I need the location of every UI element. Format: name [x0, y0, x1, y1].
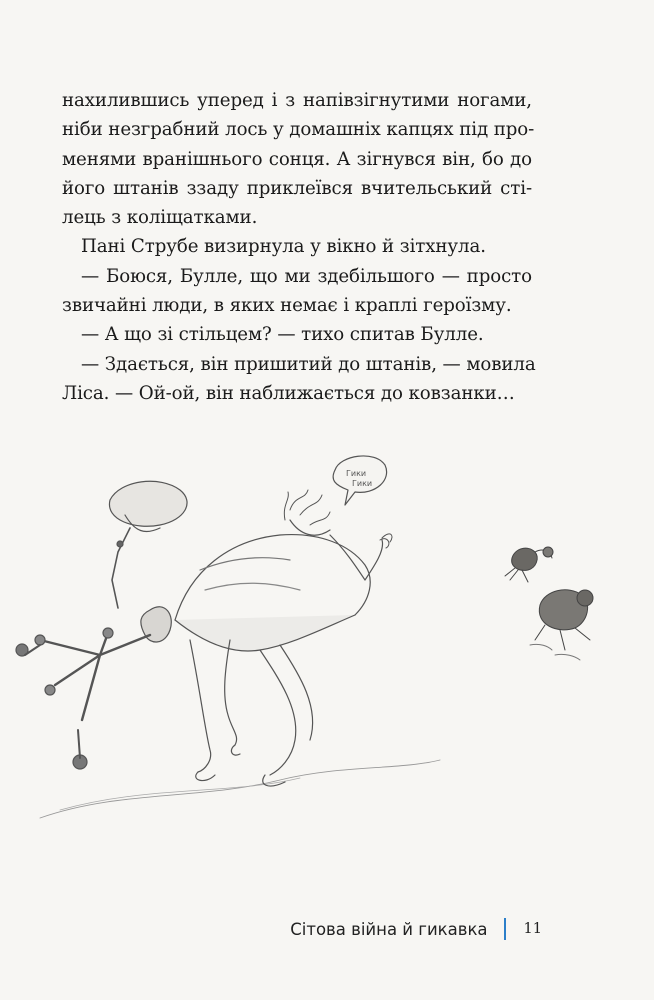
text-line-2: ніби незграбний лось у домашніх капцях під про-: [62, 119, 535, 141]
text-line-6: Пані Струбе визирнула у вікно й зітхнула.: [81, 236, 486, 258]
footer-divider: [504, 918, 506, 940]
text-line-8: звичайні люди, в яких немає і краплі героїзму.: [62, 295, 512, 317]
page-footer: [290, 918, 542, 940]
body-text: [62, 86, 536, 408]
text-line-1: нахилившись уперед і з напівзігнутими ногами,: [62, 90, 532, 111]
text-line-9: — А що зі стільцем? — тихо спитав Булле.: [81, 324, 484, 346]
pencil-sketch-illustration: [0, 440, 654, 860]
speech-bubble-text-2: Гики: [352, 479, 373, 488]
chapter-title: Сітова війна й гикавка: [290, 919, 488, 939]
text-line-7: — Боюся, Булле, що ми здебільшого — просто: [81, 265, 532, 287]
text-line-4: його штанів ззаду приклеївся вчительський сті-: [62, 177, 532, 199]
text-line-11: Ліса. — Ой-ой, він наближається до ковзанки…: [62, 382, 515, 404]
page-number: 11: [523, 921, 542, 937]
text-line-3: менями вранішнього сонця. А зігнувся він, бо до: [62, 148, 532, 170]
speech-bubble-text-1: Гики: [346, 469, 367, 478]
text-line-5: лець з коліщатками.: [62, 207, 258, 229]
text-line-10: — Здається, він пришитий до штанів, — мовила: [81, 353, 536, 375]
